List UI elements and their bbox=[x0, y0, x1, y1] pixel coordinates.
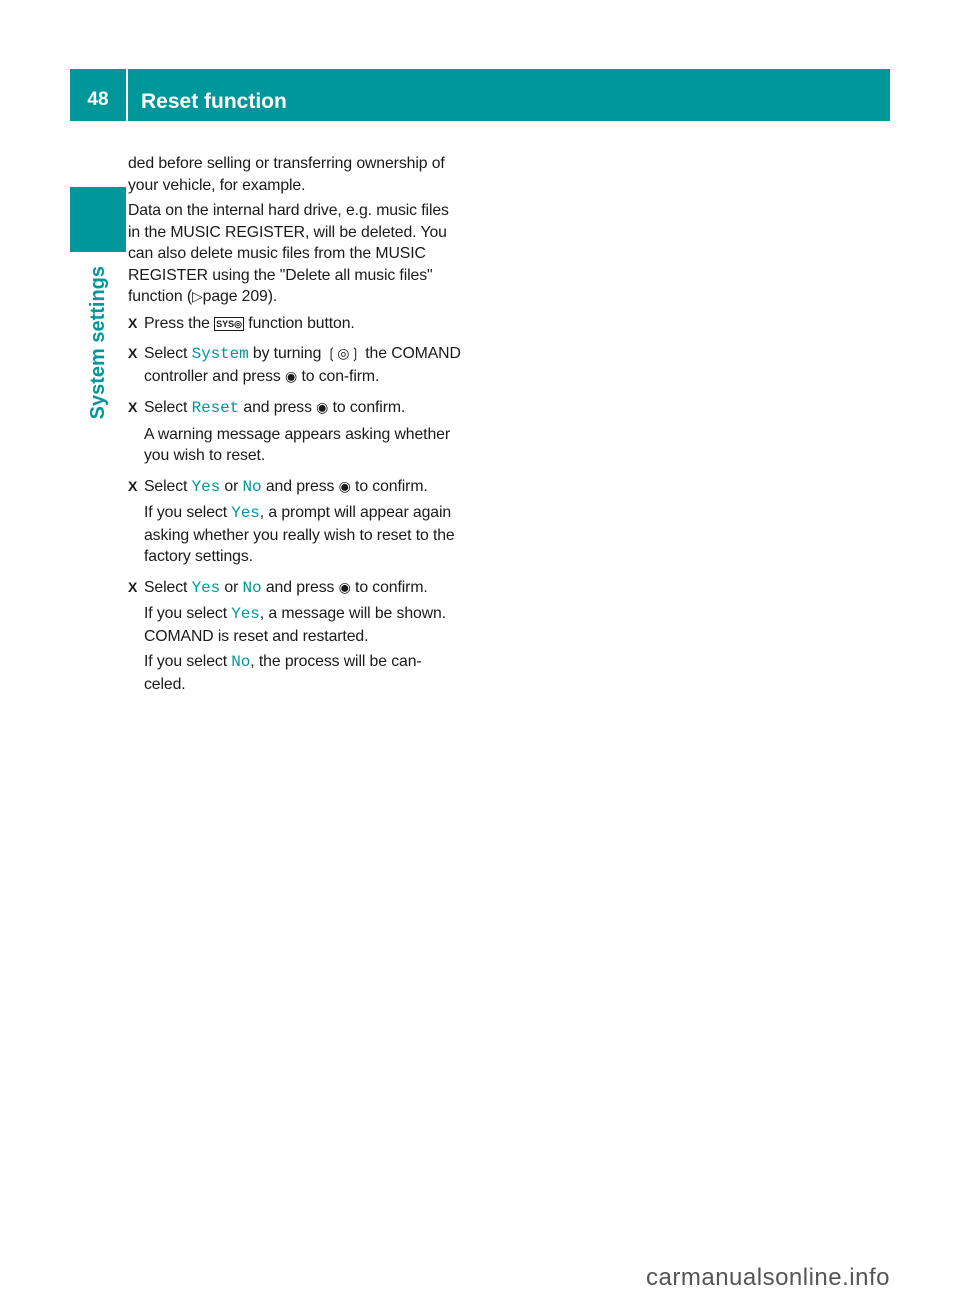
step-select-reset: X Select Reset and press ◉ to confirm. A warning message appears asking whether you wish to reset. bbox=[128, 397, 463, 467]
menu-item-no: No bbox=[231, 653, 251, 671]
step-bullet: X bbox=[128, 399, 138, 415]
step-result-text: If you select Yes, a prompt will appear again asking whether you really wish to reset to the factory settings. bbox=[144, 504, 455, 565]
page-content bbox=[128, 153, 463, 704]
chapter-tab-marker bbox=[70, 187, 126, 252]
paragraph-continued: ded before selling or transferring ownership of your vehicle, for example. bbox=[128, 155, 445, 194]
menu-item-no: No bbox=[242, 477, 262, 496]
chapter-label: System settings bbox=[87, 266, 109, 420]
menu-item-yes: Yes bbox=[191, 477, 221, 496]
controller-press-icon: ◉ bbox=[285, 368, 298, 385]
menu-item-yes: Yes bbox=[231, 605, 260, 623]
controller-press-icon: ◉ bbox=[316, 400, 329, 416]
page-reference-arrow-icon: ▷ bbox=[191, 289, 203, 305]
menu-item-reset: Reset bbox=[191, 399, 240, 417]
sys-button-icon: SYS◎ bbox=[216, 318, 242, 329]
menu-item-yes: Yes bbox=[231, 504, 260, 522]
step-result-text: If you select No, the process will be can-celed. bbox=[144, 653, 422, 693]
section-title: Reset function bbox=[141, 90, 287, 113]
header-divider bbox=[126, 69, 128, 121]
controller-press-icon: ◉ bbox=[338, 478, 351, 495]
step-bullet: X bbox=[128, 314, 138, 331]
step-bullet: X bbox=[128, 578, 138, 595]
page-reference-link[interactable]: page 209). bbox=[202, 288, 278, 305]
controller-press-icon: ◉ bbox=[338, 579, 351, 596]
step-result-text: If you select Yes, a message will be shown. COMAND is reset and restarted. bbox=[144, 605, 446, 645]
step-select-yes-no-first: X Select Yes or No and press ◉ to confirm. If you select Yes, a prompt will appear again asking whether you really wish to reset to the factory settings. bbox=[128, 476, 463, 568]
page-number: 48 bbox=[87, 89, 109, 110]
step-bullet: X bbox=[128, 345, 138, 361]
step-result-text: A warning message appears asking whether you wish to reset. bbox=[144, 425, 450, 464]
menu-item-yes: Yes bbox=[191, 578, 221, 597]
menu-item-system: System bbox=[191, 345, 249, 363]
menu-item-no: No bbox=[242, 578, 262, 597]
controller-turn-icon: ❲◎❳ bbox=[325, 346, 361, 362]
footer-watermark: carmanualsonline.info bbox=[646, 1264, 890, 1291]
step-bullet: X bbox=[128, 477, 138, 494]
step-press-sys: X Press the SYS◎ function button. bbox=[128, 313, 463, 335]
step-select-yes-no-second: X Select Yes or No and press ◉ to confirm. If you select Yes, a message will be shown. COMAND is reset and restarted. If you select No, the process will be can-celed. bbox=[128, 577, 463, 696]
paragraph-hard-drive: Data on the internal hard drive, e.g. music files in the MUSIC REGISTER, will be deleted. You can also delete music files from the MUSIC REGISTER using the "Delete all music files" function (▷page 209). bbox=[128, 202, 449, 305]
step-select-system: X Select System by turning ❲◎❳ the COMAND controller and press ◉ to con-firm. bbox=[128, 345, 461, 385]
